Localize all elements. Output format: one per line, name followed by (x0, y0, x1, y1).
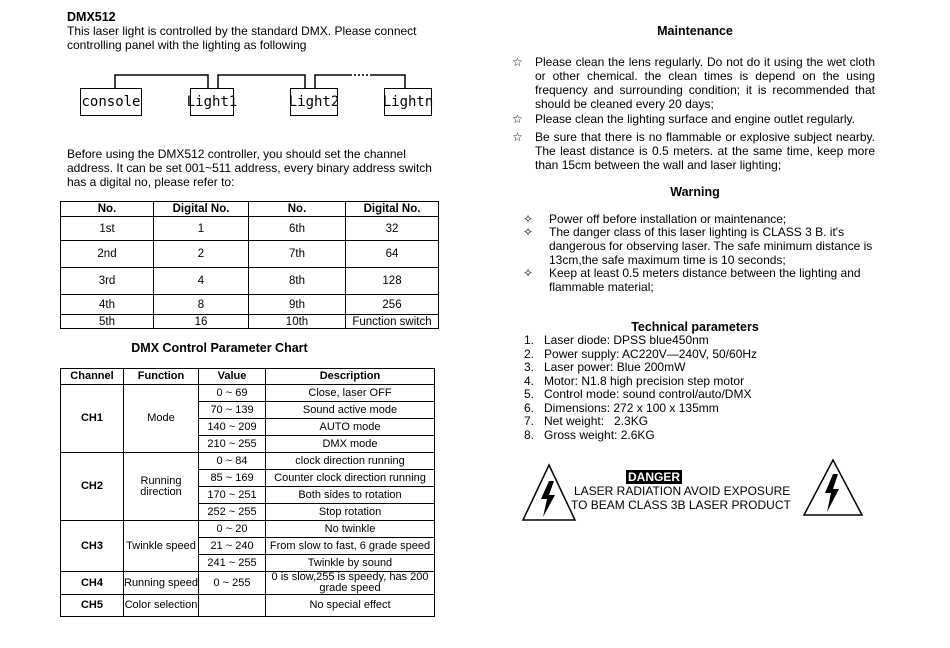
warning-item: Power off before installation or maintenance; (549, 212, 787, 226)
table-row (61, 521, 435, 538)
value-cell: 70 ~ 139 (199, 402, 266, 419)
diamond-bullet-icon: ✧ (523, 225, 534, 239)
cell: Function switch (346, 315, 439, 329)
param-header: Function (124, 369, 199, 385)
light1-box: Light1 (190, 88, 234, 116)
description-cell: 0 is slow,255 is speedy, has 200 grade speed (266, 572, 435, 595)
channel-cell: CH1 (61, 385, 124, 453)
param-header: Description (266, 369, 435, 385)
warning-item: Keep at least 0.5 meters distance between the lighting and flammable material; (549, 266, 861, 294)
laser-warning-triangle-icon (802, 458, 864, 518)
address-header: No. (61, 202, 154, 217)
light2-box: Light2 (290, 88, 338, 116)
lightn-box: Lightn (384, 88, 432, 116)
table-row (61, 572, 435, 595)
table-row (61, 295, 439, 315)
function-cell: Color selection (124, 595, 199, 617)
value-cell: 0 ~ 20 (199, 521, 266, 538)
maintenance-item: Please clean the lighting surface and engine outlet regularly. (535, 112, 855, 126)
cell: 9th (249, 295, 346, 315)
tech-item: 4. Motor: N1.8 high precision step motor (524, 374, 745, 388)
description-cell: Sound active mode (266, 402, 435, 419)
param-header: Channel (61, 369, 124, 385)
channel-cell: CH5 (61, 595, 124, 617)
table-row (61, 315, 439, 329)
function-cell: Twinkle speed (124, 521, 199, 572)
value-cell: 21 ~ 240 (199, 538, 266, 555)
console-box: console (80, 88, 142, 116)
param-table (60, 368, 435, 617)
cell: 2nd (61, 241, 154, 268)
description-cell: DMX mode (266, 436, 435, 453)
cell: 5th (61, 315, 154, 329)
value-cell (199, 595, 266, 617)
value-cell: 0 ~ 255 (199, 572, 266, 595)
star-bullet-icon: ☆ (512, 55, 523, 69)
address-header: Digital No. (154, 202, 249, 217)
cell: 128 (346, 268, 439, 295)
param-header: Value (199, 369, 266, 385)
cell: 1 (154, 217, 249, 241)
tech-item: 8. Gross weight: 2.6KG (524, 428, 655, 442)
cell: 32 (346, 217, 439, 241)
value-cell: 0 ~ 84 (199, 453, 266, 470)
cell: 10th (249, 315, 346, 329)
address-text: Before using the DMX512 controller, you should set the channel address. It can be set 001~511 address, every binary address switch has a digital no, please refer to: (67, 147, 432, 189)
cell: 1st (61, 217, 154, 241)
address-header: Digital No. (346, 202, 439, 217)
address-table (60, 201, 439, 329)
table-row (61, 453, 435, 470)
function-cell: Running speed (124, 572, 199, 595)
address-header: No. (249, 202, 346, 217)
tech-item: 2. Power supply: AC220V—240V, 50/60Hz (524, 347, 758, 361)
description-cell: Counter clock direction running (266, 470, 435, 487)
tech-item: 1. Laser diode: DPSS blue450nm (524, 333, 709, 347)
tech-title: Technical parameters (631, 320, 759, 334)
description-cell: No special effect (266, 595, 435, 617)
cell: 6th (249, 217, 346, 241)
maintenance-item: Be sure that there is no flammable or explosive subject nearby. The least distance is 0.5 meters. at the same time, keep more than 15cm between the wall and laser lighting; (535, 130, 875, 172)
description-cell: clock direction running (266, 453, 435, 470)
danger-line: TO BEAM CLASS 3B LASER PRODUCT (571, 498, 791, 512)
description-cell: Both sides to rotation (266, 487, 435, 504)
value-cell: 140 ~ 209 (199, 419, 266, 436)
table-row (61, 217, 439, 241)
value-cell: 210 ~ 255 (199, 436, 266, 453)
dmx-intro: This laser light is controlled by the standard DMX. Please connect controlling panel with the lighting as following (67, 24, 417, 52)
cell: 64 (346, 241, 439, 268)
laser-warning-triangle-icon (521, 463, 577, 523)
value-cell: 252 ~ 255 (199, 504, 266, 521)
description-cell: From slow to fast, 6 grade speed (266, 538, 435, 555)
diamond-bullet-icon: ✧ (523, 212, 534, 226)
channel-cell: CH3 (61, 521, 124, 572)
cell: 16 (154, 315, 249, 329)
tech-item: 5. Control mode: sound control/auto/DMX (524, 387, 752, 401)
description-cell: Stop rotation (266, 504, 435, 521)
table-row (61, 595, 435, 617)
table-row (61, 268, 439, 295)
tech-item: 7. Net weight: 2.3KG (524, 414, 649, 428)
value-cell: 170 ~ 251 (199, 487, 266, 504)
description-cell: Close, laser OFF (266, 385, 435, 402)
cell: 2 (154, 241, 249, 268)
function-cell: Running direction (124, 453, 199, 521)
cell: 4th (61, 295, 154, 315)
maintenance-title: Maintenance (657, 24, 733, 38)
description-cell: No twinkle (266, 521, 435, 538)
description-cell: AUTO mode (266, 419, 435, 436)
description-cell: Twinkle by sound (266, 555, 435, 572)
value-cell: 241 ~ 255 (199, 555, 266, 572)
channel-cell: CH2 (61, 453, 124, 521)
tech-item: 3. Laser power: Blue 200mW (524, 360, 686, 374)
dmx-title: DMX512 (67, 10, 116, 24)
table-row (61, 241, 439, 268)
cell: 8 (154, 295, 249, 315)
maintenance-item: Please clean the lens regularly. Do not do it using the wet cloth or other chemical. the clean times is depend on the using frequency and surrounding condition; it is recommended that should be cleaned every 20 days; (535, 55, 875, 111)
value-cell: 85 ~ 169 (199, 470, 266, 487)
warning-item: The danger class of this laser lighting is CLASS 3 B. it's dangerous for observing laser. The safe minimum distance is 13cm,the safe maximum time is 10 seconds; (549, 225, 873, 267)
danger-label: DANGER (628, 470, 681, 484)
diamond-bullet-icon: ✧ (523, 266, 534, 280)
tech-item: 6. Dimensions: 272 x 100 x 135mm (524, 401, 719, 415)
cell: 7th (249, 241, 346, 268)
warning-title: Warning (670, 185, 720, 199)
cell: 3rd (61, 268, 154, 295)
cell: 8th (249, 268, 346, 295)
chart-title: DMX Control Parameter Chart (131, 341, 308, 355)
cell: 4 (154, 268, 249, 295)
table-row (61, 385, 435, 402)
function-cell: Mode (124, 385, 199, 453)
star-bullet-icon: ☆ (512, 130, 523, 144)
danger-line: LASER RADIATION AVOID EXPOSURE (574, 484, 791, 498)
channel-cell: CH4 (61, 572, 124, 595)
cell: 256 (346, 295, 439, 315)
star-bullet-icon: ☆ (512, 112, 523, 126)
value-cell: 0 ~ 69 (199, 385, 266, 402)
